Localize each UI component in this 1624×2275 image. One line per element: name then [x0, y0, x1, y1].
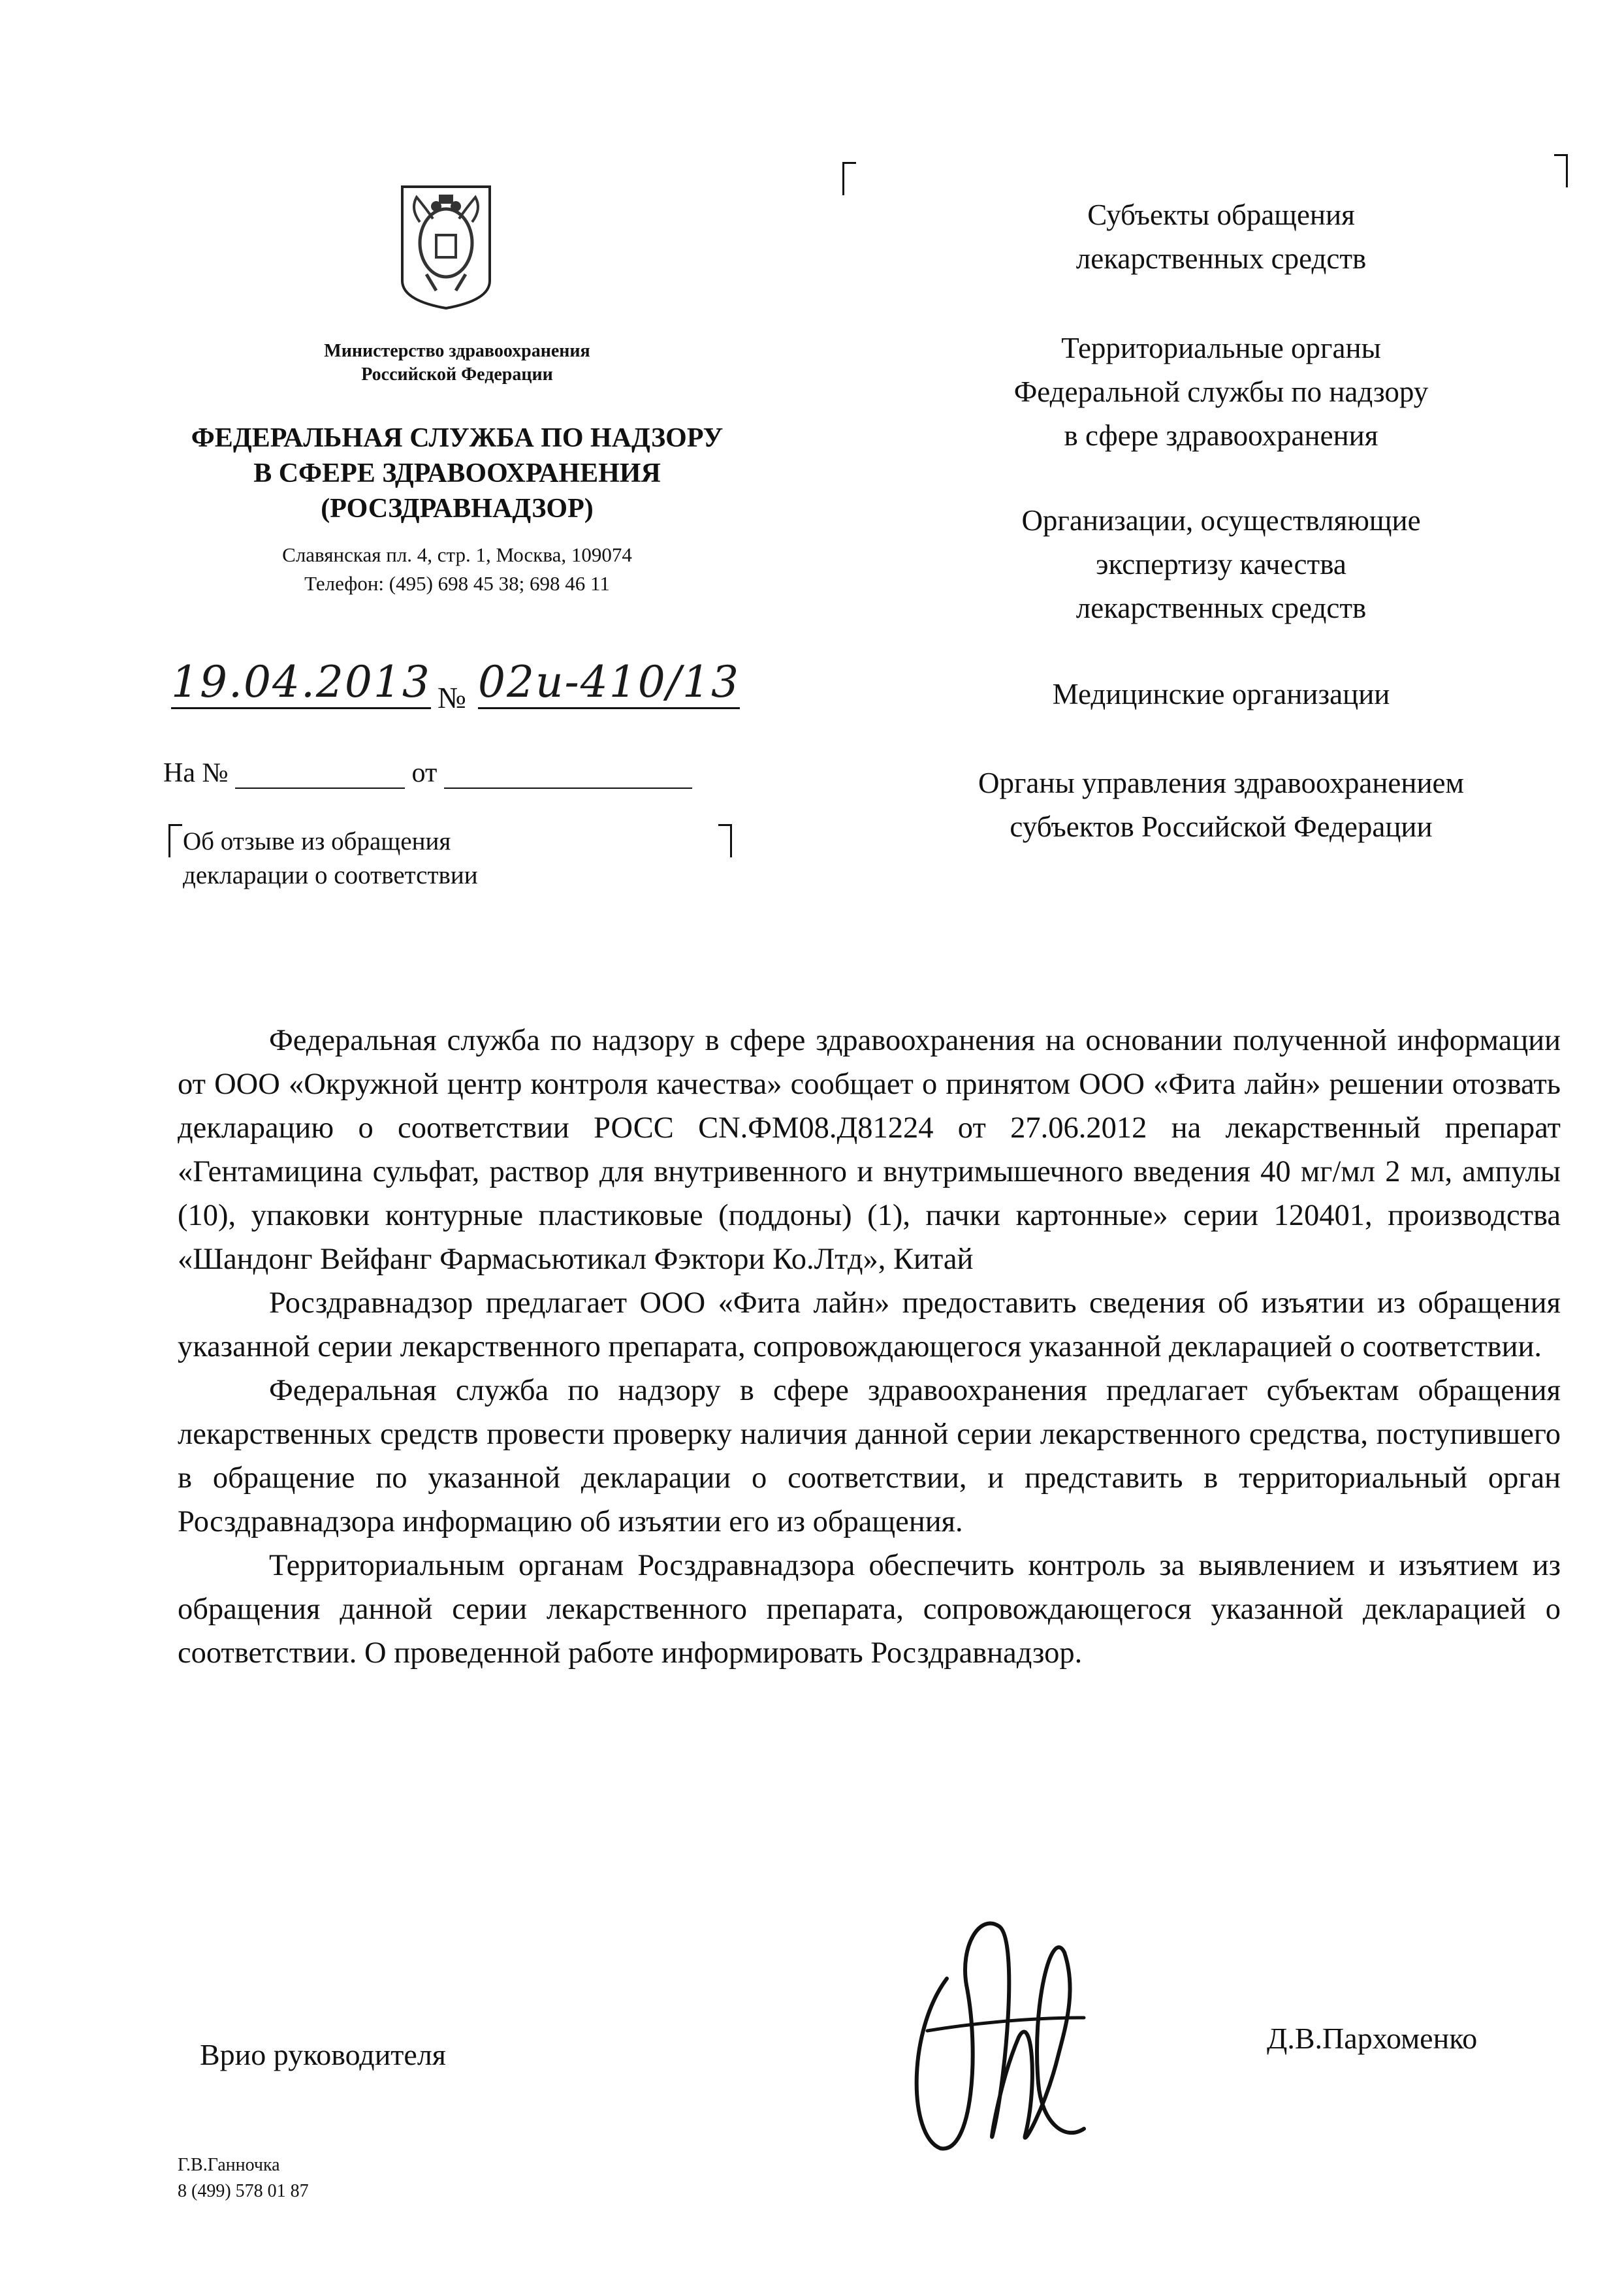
addressee-1: Субъекты обращения лекарственных средств [1075, 199, 1367, 275]
reference-line [163, 757, 692, 789]
letterhead-address: Славянская пл. 4, стр. 1, Москва, 109074 [282, 543, 632, 566]
subject-line-1: Об отзыве из обращения [183, 827, 451, 855]
ministry-line-1: Министерство здравоохранения [324, 341, 590, 361]
handwritten-signature [868, 1887, 1117, 2161]
executor-phone: 8 (499) 578 01 87 [178, 2181, 309, 2201]
registration-line [171, 653, 798, 725]
coat-of-arms-icon [397, 183, 495, 311]
registration-date: 19.04.2013 [171, 657, 431, 709]
addressee-2: Территориальные органы Федеральной службы по надзору в сфере здравоохранения [1013, 332, 1429, 452]
addressee-bracket-right [1554, 154, 1568, 187]
service-name-line-1: ФЕДЕРАЛЬНАЯ СЛУЖБА ПО НАДЗОРУ [191, 423, 724, 453]
service-name-line-2: В СФЕРЕ ЗДРАВООХРАНЕНИЯ [253, 458, 661, 488]
ref-date-blank [444, 765, 692, 789]
letter-body [178, 1019, 1561, 1675]
body-paragraph-3: Федеральная служба по надзору в сфере здравоохранения предлагает субъектам обращения лекарственных средств провести проверку наличия данной серии лекарственного средства, поступившего в обращение по указанной декларации о соответствии, и представить в территориальный орган Росздравнадзора информацию об изъятии его из обращения. [178, 1374, 1561, 1538]
ref-number-label: На № [163, 758, 229, 788]
service-name-line-3: (РОСЗДРАВНАДЗОР) [321, 494, 594, 524]
addressee-3: Организации, осуществляющие экспертизу качества лекарственных средств [1021, 504, 1421, 624]
letterhead-phone: Телефон: (495) 698 45 38; 698 46 11 [304, 572, 610, 595]
executor-name: Г.В.Ганночка [178, 2155, 280, 2175]
subject-bracket-right [718, 824, 732, 857]
subject-line-2: декларации о соответствии [183, 861, 478, 889]
addressee-5: Органы управления здравоохранением субъектов Российской Федерации [978, 767, 1465, 843]
ministry-line-2: Российской Федерации [361, 364, 553, 385]
body-paragraph-4: Территориальным органам Росздравнадзора обеспечить контроль за выявлением и изъятием из обращения данной серии лекарственного препарата, сопровождающегося указанной декларацией о соответствии. О проведенной работе информировать Росздравнадзор. [178, 1549, 1561, 1670]
registration-number: 02и-410/13 [478, 657, 740, 709]
body-paragraph-1: Федеральная служба по надзору в сфере здравоохранения на основании полученной информации от ООО «Окружной центр контроля качества» сообщает о принятом ООО «Фита лайн» решении отозвать декларацию о соответствии РОСС CN.ФМ08.Д81224 от 27.06.2012 на лекарственный препарат «Гентамицина сульфат, раствор для внутривенного и внутримышечного введения 40 мг/мл 2 мл, ампулы (10), упаковки контурные пластиковые (поддоны) (1), пачки картонные» серии 120401, производства «Шандонг Вейфанг Фармасьютикал Фэктори Ко.Лтд», Китай [178, 1024, 1561, 1276]
subject-bracket-left [168, 824, 182, 857]
addressee-bracket-left [842, 162, 856, 195]
addressee-4: Медицинские организации [1052, 678, 1390, 710]
body-paragraph-2: Росздравнадзор предлагает ООО «Фита лайн» предоставить сведения об изъятии из обращения указанной серии лекарственного препарата, сопровождающегося указанной декларацией о соответствии. [178, 1286, 1561, 1363]
signatory-name: Д.В.Пархоменко [1267, 2022, 1478, 2055]
ref-date-label: от [411, 758, 438, 788]
signatory-position: Врио руководителя [200, 2038, 446, 2071]
ref-number-blank [235, 765, 405, 789]
number-sign: № [438, 681, 466, 714]
